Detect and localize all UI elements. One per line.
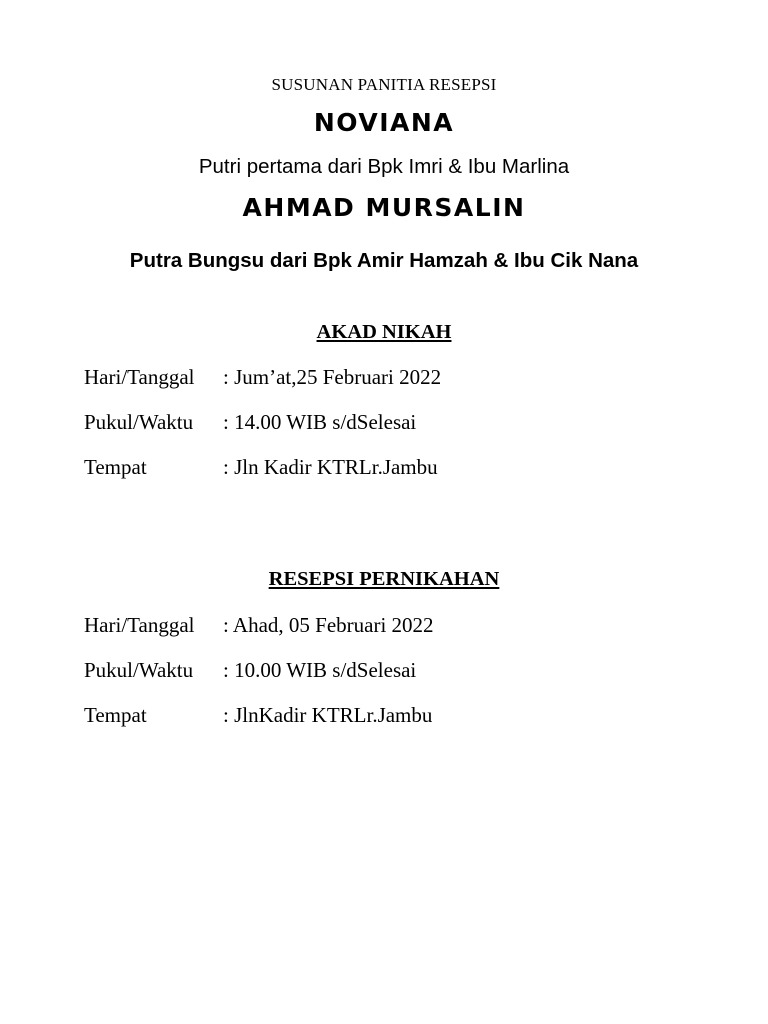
groom-name: AHMAD MURSALIN (242, 193, 526, 222)
akad-date-value: : Jum’at,25 Februari 2022 (223, 365, 442, 389)
resepsi-time-value: : 10.00 WIB s/dSelesai (223, 658, 417, 682)
akad-time-label: Pukul/Waktu (84, 410, 194, 434)
akad-nikah-heading: AKAD NIKAH (316, 321, 452, 343)
header-title: SUSUNAN PANITIA RESEPSI (271, 75, 497, 94)
resepsi-place-label: Tempat (84, 703, 147, 727)
resepsi-time-label: Pukul/Waktu (84, 658, 194, 682)
akad-time-value: : 14.00 WIB s/dSelesai (223, 410, 417, 434)
groom-parent-line: Putra Bungsu dari Bpk Amir Hamzah & Ibu Cik Nana (129, 249, 639, 272)
resepsi-date-label: Hari/Tanggal (84, 613, 195, 637)
akad-place-label: Tempat (84, 455, 147, 479)
akad-date-label: Hari/Tanggal (84, 365, 195, 389)
resepsi-pernikahan-heading: RESEPSI PERNIKAHAN (268, 568, 500, 590)
bride-name: NOVIANA (313, 108, 455, 137)
resepsi-place-value: : JlnKadir KTRLr.Jambu (223, 703, 433, 727)
bride-parent-line: Putri pertama dari Bpk Imri & Ibu Marlina (198, 155, 570, 178)
resepsi-date-value: : Ahad, 05 Februari 2022 (223, 613, 434, 637)
akad-place-value: : Jln Kadir KTRLr.Jambu (223, 455, 438, 479)
